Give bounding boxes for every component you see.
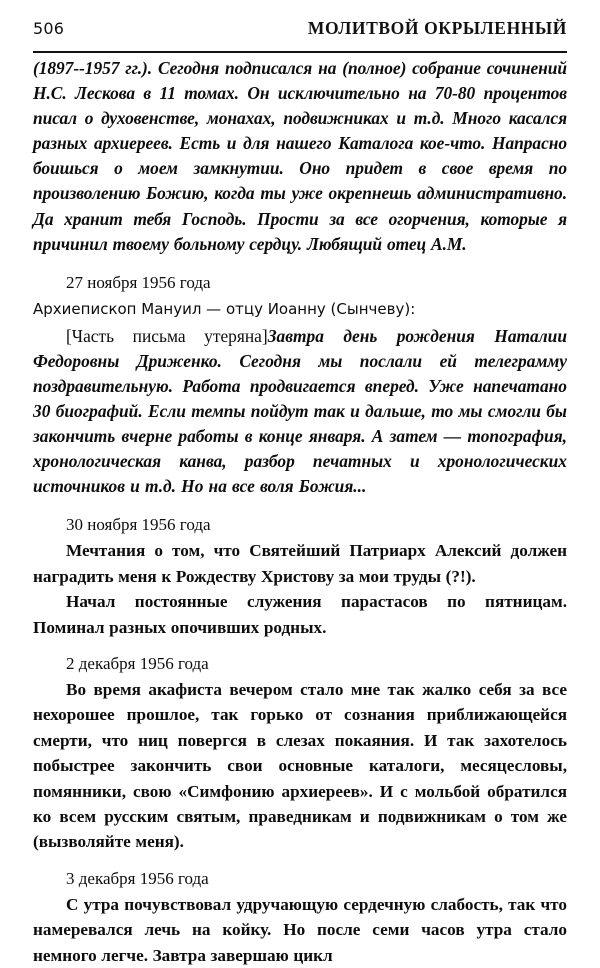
- letter-fragment-paragraph: (1897--1957 гг.). Сегодня подписался на (полное) собрание сочинений Н.С. Лескова в 11 томах. Он исключительно на 70-80 процентов писал о духовенстве, монахах, подвижниках и т.д. Много касался разных архиереев. Есть и для нашего Каталога кое-что. Напрасно боишься о моем замкнутии. Оно придет в свое время по произволению Божию, когда ты уже окрепнешь административно. Да хранит тебя Господь. Прости за все огорчения, которые я причинил твоему больному сердцу. Любящий отец А.М.: [33, 58, 567, 254]
- entry-body-paragraph: Мечтания о том, что Святейший Патриарх Алексий должен наградить меня к Рождеству Христову за мои труды (?!).: [33, 541, 567, 586]
- entry-body-paragraph: Во время акафиста вечером стало мне так жалко себя за все нехорошее прошлое, так горько от сознания приближающейся смерти, что ниц повергся в слезах покаяния. И так захотелось побыстрее закончить свои основные каталоги, месяцесловы, помянники, свою «Симфонию архиереев». И с мольбой обратился ко всем русским святым, праведникам и подвижникам о том же (вызволяйте меня).: [33, 680, 567, 852]
- header-rule: [33, 51, 567, 53]
- entry-body-paragraph: [33, 324, 567, 500]
- entry-date-heading: 30 ноября 1956 года: [66, 515, 211, 535]
- entry-date-heading: 2 декабря 1956 года: [66, 654, 209, 674]
- entry-body-italic-text: Завтра день рождения Наталии Федоровны Дриженко. Сегодня мы послали ей телеграмму поздравительную. Работа продвигается вперед. Уже напечатано 30 биографий. Если темпы пойдут так и дальше, то мы смогли бы закончить вчерне работы в конце января. А затем — топография, хронологическая канва, разбор печатных и хронологических источников и т.д. Но на все воля Божия...: [33, 325, 568, 497]
- text-column: [33, 56, 567, 968]
- entry-date-heading: 3 декабря 1956 года: [66, 868, 209, 888]
- running-head: [33, 18, 567, 39]
- entry-body-paragraph: С утра почувствовал удручающую сердечную слабость, так что намеревался лечь на койку. Но после семи часов утра стало немного легче. Завтра завершаю цикл: [33, 894, 567, 965]
- entry-body-paragraph: Начал постоянные служения парастасов по пятницам. Поминал разных опочивших родных.: [33, 592, 567, 637]
- entry-date-heading: 27 ноября 1956 года: [66, 272, 211, 292]
- running-title: МОЛИТВОЙ ОКРЫЛЕННЫЙ: [307, 18, 567, 38]
- editorial-note: [Часть письма утеряна]: [66, 325, 268, 346]
- page-number: 506: [33, 19, 65, 38]
- entry-addressee-line: Архиепископ Мануил — отцу Иоанну (Сынчеву):: [33, 299, 416, 318]
